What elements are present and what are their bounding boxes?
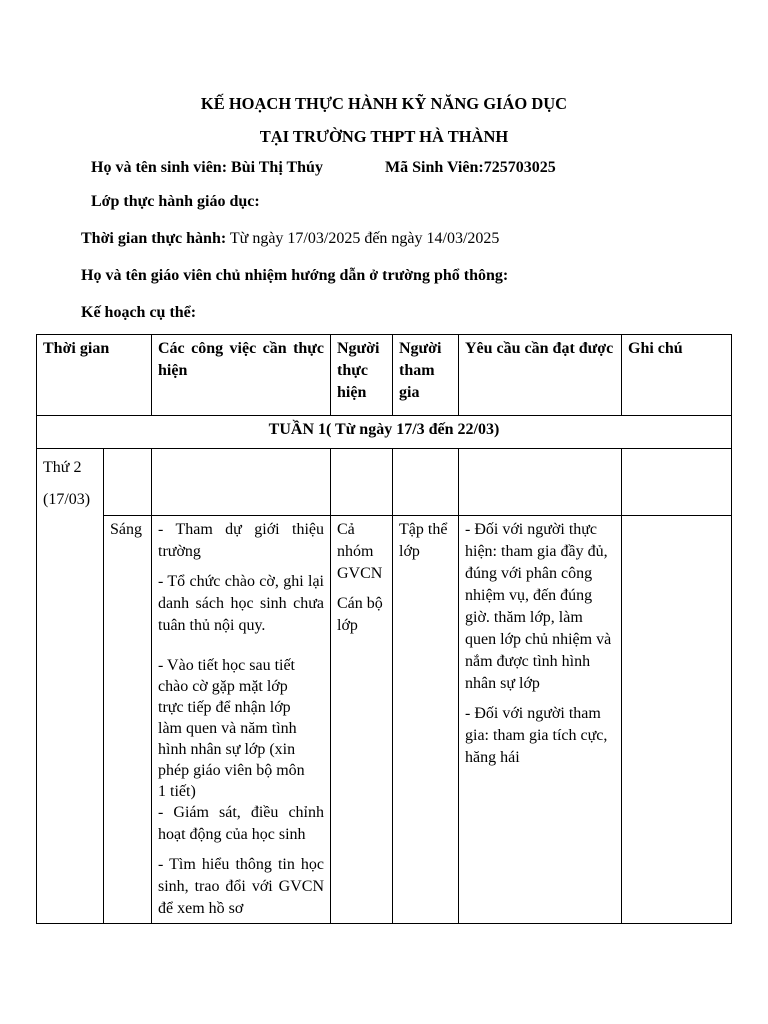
day-name: Thứ 2 bbox=[43, 459, 82, 476]
document-subtitle: TẠI TRƯỜNG THPT HÀ THÀNH bbox=[259, 127, 509, 146]
header-tasks: Các công việc cần thực hiện bbox=[152, 335, 331, 416]
header-time: Thời gian bbox=[37, 335, 152, 416]
plan-label: Kế hoạch cụ thể: bbox=[81, 304, 197, 321]
week-row bbox=[37, 416, 732, 449]
student-name: Họ và tên sinh viên: Bùi Thị Thúy bbox=[91, 159, 323, 176]
session-cell: Sáng bbox=[104, 516, 152, 924]
empty-cell bbox=[152, 449, 331, 516]
performer-item: Cán bộ lớp bbox=[337, 595, 383, 634]
tasks-cell bbox=[152, 516, 331, 924]
class-label: Lớp thực hành giáo dục: bbox=[91, 193, 260, 210]
performer-cell bbox=[331, 516, 393, 924]
teacher-label: Họ và tên giáo viên chủ nhiệm hướng dẫn ở trường phổ thông: bbox=[81, 267, 509, 284]
task-item: - Tổ chức chào cờ, ghi lại danh sách học sinh chưa tuân thủ nội quy. bbox=[158, 573, 324, 634]
task-item: - Vào tiết học sau tiết chào cờ gặp mặt lớp trực tiếp để nhận lớp làm quen và năm tình hình nhân sự lớp (xin phép giáo viên bộ môn 1 tiết) bbox=[158, 657, 305, 800]
week1-label: TUẦN 1( Từ ngày 17/3 đến 22/03) bbox=[37, 416, 732, 449]
day-cell bbox=[37, 449, 104, 924]
empty-cell bbox=[104, 449, 152, 516]
requirements-cell bbox=[459, 516, 622, 924]
empty-cell bbox=[393, 449, 459, 516]
practice-time bbox=[81, 230, 499, 248]
day-row bbox=[37, 449, 732, 516]
header-participant: Người tham gia bbox=[393, 335, 459, 416]
task-item: - Giám sát, điều chỉnh hoạt động của học sinh bbox=[158, 804, 324, 843]
practice-time-label: Thời gian thực hành: bbox=[81, 230, 227, 247]
header-performer: Người thực hiện bbox=[331, 335, 393, 416]
performer-item: Cả nhóm GVCN bbox=[337, 521, 383, 582]
table-row bbox=[37, 516, 732, 924]
student-id: Mã Sinh Viên:725703025 bbox=[385, 159, 556, 176]
practice-time-value: Từ ngày 17/03/2025 đến ngày 14/03/2025 bbox=[226, 230, 500, 247]
table-header-row bbox=[37, 335, 732, 416]
document-title: KẾ HOẠCH THỰC HÀNH KỸ NĂNG GIÁO DỤC bbox=[200, 94, 568, 113]
header-requirements: Yêu cầu cần đạt được bbox=[459, 335, 622, 416]
task-item: - Tham dự giới thiệu trường bbox=[158, 521, 324, 560]
notes-cell bbox=[622, 516, 732, 924]
requirement-item: - Đối với người tham gia: tham gia tích cực, hăng hái bbox=[465, 705, 608, 766]
day-date: (17/03) bbox=[43, 491, 91, 508]
header-notes: Ghi chú bbox=[622, 335, 732, 416]
empty-cell bbox=[459, 449, 622, 516]
plan-table bbox=[36, 334, 732, 924]
participant-cell: Tập thể lớp bbox=[393, 516, 459, 924]
requirement-item: - Đối với người thực hiện: tham gia đầy đủ, đúng với phân công nhiệm vụ, đến đúng giờ. thăm lớp, làm quen lớp chủ nhiệm và nắm được tình hình nhân sự lớp bbox=[465, 521, 612, 692]
empty-cell bbox=[622, 449, 732, 516]
task-item: - Tìm hiểu thông tin học sinh, trao đổi với GVCN để xem hồ sơ bbox=[158, 856, 324, 917]
empty-cell bbox=[331, 449, 393, 516]
